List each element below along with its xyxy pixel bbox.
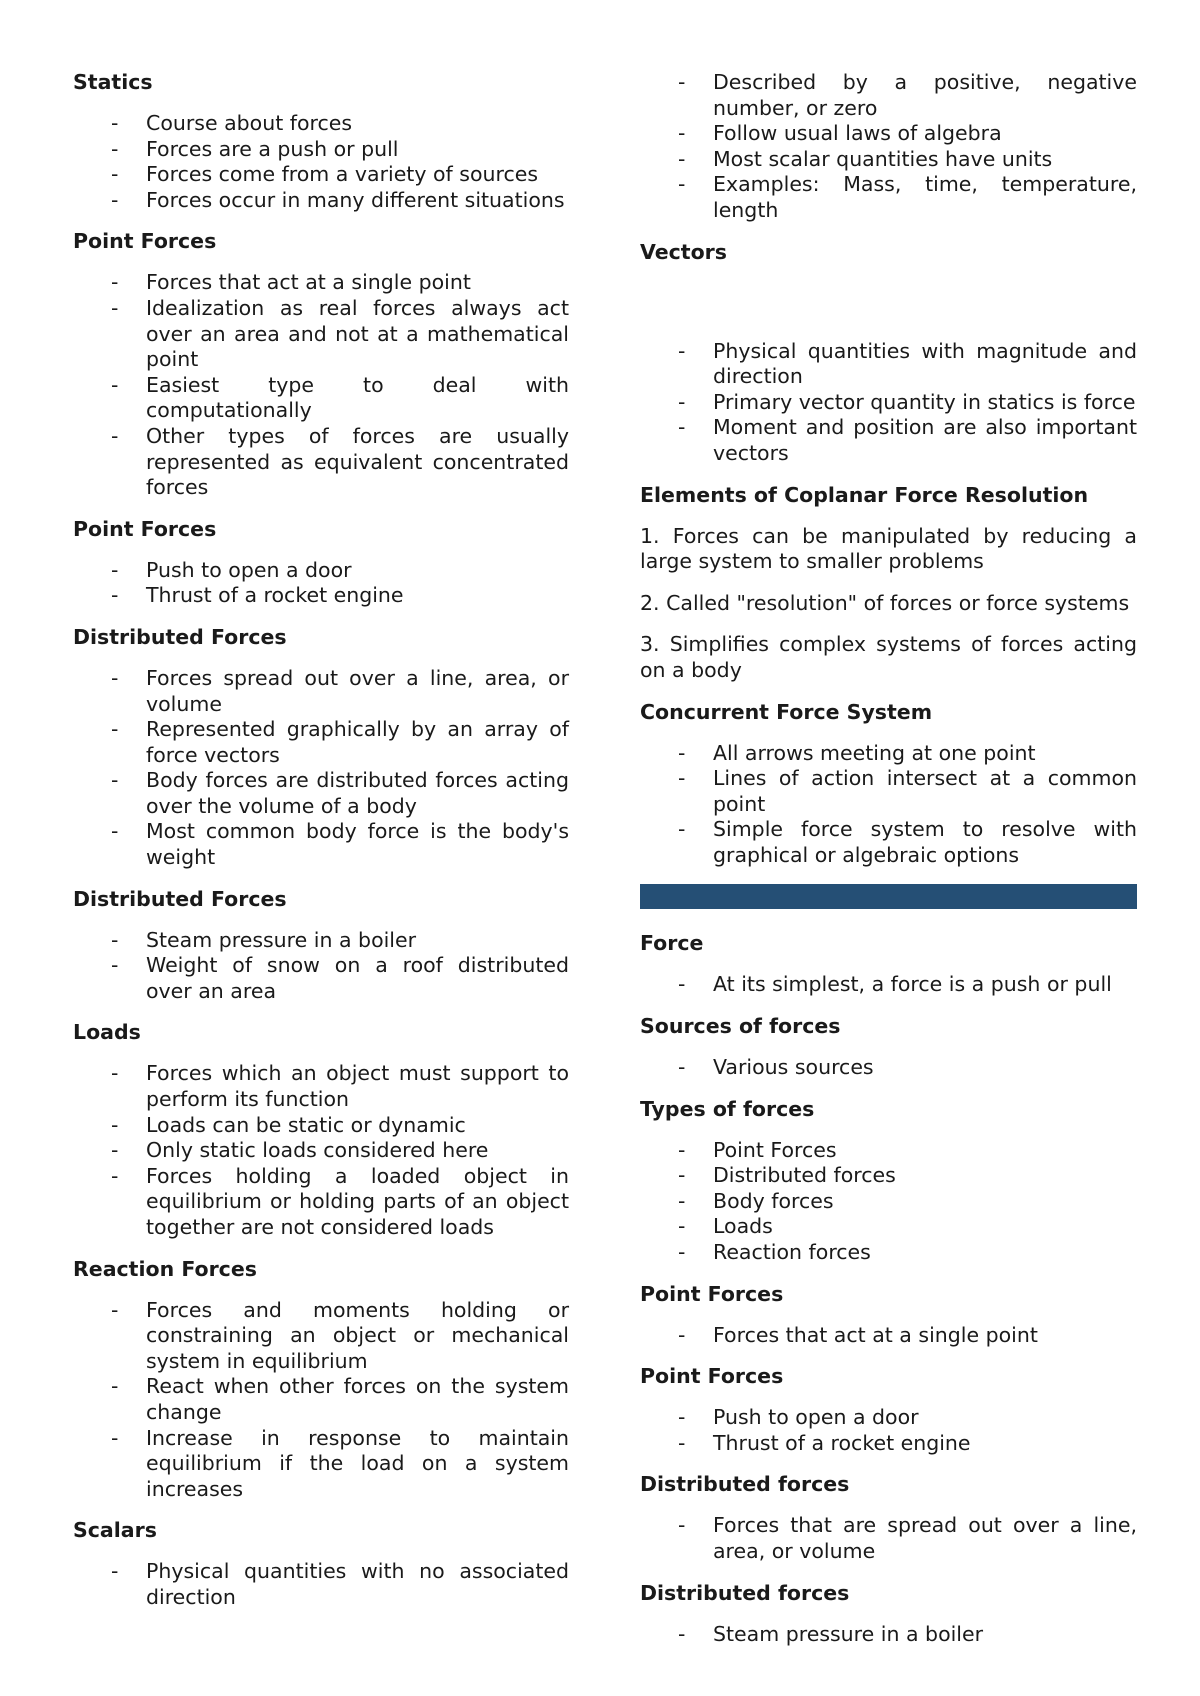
list-item: - Forces spread out over a line, area, or volume xyxy=(73,666,569,717)
section-heading: Sources of forces xyxy=(640,1014,841,1039)
list-item: - Point Forces xyxy=(640,1138,1137,1164)
bullet-list xyxy=(73,1559,569,1610)
section-distributed-forces-examples xyxy=(73,887,569,1005)
list-item: - Forces occur in many different situations xyxy=(73,188,569,214)
section-loads xyxy=(73,1020,569,1240)
numbered-point: 1. Forces can be manipulated by reducing a large system to smaller problems xyxy=(640,523,1137,574)
section-vectors xyxy=(640,240,1137,467)
section-distributed-forces-examples-right xyxy=(640,1581,1137,1648)
left-column xyxy=(73,70,569,1627)
list-item: - Forces that act at a single point xyxy=(73,270,569,296)
section-concurrent-force-system xyxy=(640,700,1137,869)
section-statics xyxy=(73,70,569,213)
section-point-forces xyxy=(73,229,569,500)
list-item: - Primary vector quantity in statics is force xyxy=(640,390,1137,416)
list-item: - Loads can be static or dynamic xyxy=(73,1113,569,1139)
section-heading: Elements of Coplanar Force Resolution xyxy=(640,482,1089,507)
list-item: - Loads xyxy=(640,1214,1137,1240)
bullet-list xyxy=(73,666,569,871)
section-heading: Reaction Forces xyxy=(73,1256,257,1281)
list-item: - Forces holding a loaded object in equilibrium or holding parts of an object together are not considered loads xyxy=(73,1164,569,1241)
section-scalars xyxy=(73,1518,569,1610)
list-item: - Forces are a push or pull xyxy=(73,137,569,163)
list-item: - Distributed forces xyxy=(640,1163,1137,1189)
right-column xyxy=(640,70,1137,1663)
list-item: - Body forces are distributed forces acting over the volume of a body xyxy=(73,768,569,819)
list-item: - Increase in response to maintain equilibrium if the load on a system increases xyxy=(73,1426,569,1503)
section-heading: Point Forces xyxy=(640,1281,784,1306)
bullet-list xyxy=(640,972,1137,998)
list-item: - Various sources xyxy=(640,1055,1137,1081)
list-item: - Represented graphically by an array of force vectors xyxy=(73,717,569,768)
numbered-point: 2. Called "resolution" of forces or force systems xyxy=(640,590,1130,615)
section-heading: Point Forces xyxy=(73,229,217,254)
list-item: - Most scalar quantities have units xyxy=(640,147,1137,173)
section-heading: Statics xyxy=(73,70,153,94)
section-distributed-forces xyxy=(73,625,569,871)
section-heading: Force xyxy=(640,931,704,956)
list-item: - Examples: Mass, time, temperature, length xyxy=(640,172,1137,223)
list-item: - Physical quantities with no associated direction xyxy=(73,1559,569,1610)
bullet-list xyxy=(640,1323,1137,1349)
list-item: - Idealization as real forces always act over an area and not at a mathematical point xyxy=(73,296,569,373)
bullet-list xyxy=(640,1055,1137,1081)
section-heading: Distributed forces xyxy=(640,1472,850,1497)
list-item: - Push to open a door xyxy=(73,558,569,584)
list-item: - Easiest type to deal with computationally xyxy=(73,373,569,424)
section-heading: Vectors xyxy=(640,239,727,264)
list-item: - Forces that act at a single point xyxy=(640,1323,1137,1349)
section-heading: Scalars xyxy=(73,1518,157,1543)
list-item: - Push to open a door xyxy=(640,1405,1137,1431)
bullet-list xyxy=(640,339,1137,467)
list-item: - Thrust of a rocket engine xyxy=(640,1431,1137,1457)
list-item: - Reaction forces xyxy=(640,1240,1137,1266)
bullet-list xyxy=(73,1298,569,1503)
bullet-list xyxy=(73,111,569,213)
section-types-of-forces xyxy=(640,1097,1137,1266)
list-item: - Forces come from a variety of sources xyxy=(73,162,569,188)
list-item: - Weight of snow on a roof distributed over an area xyxy=(73,953,569,1004)
section-reaction-forces xyxy=(73,1257,569,1503)
list-item: - Follow usual laws of algebra xyxy=(640,121,1137,147)
section-coplanar-resolution xyxy=(640,483,1137,684)
bullet-list xyxy=(640,1622,1137,1648)
section-heading: Distributed Forces xyxy=(73,624,287,649)
section-point-forces-examples-right xyxy=(640,1364,1137,1456)
bullet-list xyxy=(73,1061,569,1240)
image-gap xyxy=(640,281,1137,339)
list-item: - Described by a positive, negative number, or zero xyxy=(640,70,1137,121)
section-distributed-forces-right xyxy=(640,1472,1137,1564)
list-item: - Steam pressure in a boiler xyxy=(73,928,569,954)
list-item: - Physical quantities with magnitude and direction xyxy=(640,339,1137,390)
section-force xyxy=(640,931,1137,998)
section-divider-bar xyxy=(640,884,1137,909)
section-heading: Concurrent Force System xyxy=(640,699,933,724)
list-item: - Other types of forces are usually represented as equivalent concentrated forces xyxy=(73,424,569,501)
list-item: - Body forces xyxy=(640,1189,1137,1215)
list-item: - All arrows meeting at one point xyxy=(640,741,1137,767)
list-item: - Forces and moments holding or constraining an object or mechanical system in equilibrium xyxy=(73,1298,569,1375)
bullet-list xyxy=(640,1405,1137,1456)
list-item: - Forces that are spread out over a line, area, or volume xyxy=(640,1513,1137,1564)
list-item: - Simple force system to resolve with graphical or algebraic options xyxy=(640,817,1137,868)
bullet-list xyxy=(73,928,569,1005)
bullet-list xyxy=(73,558,569,609)
section-heading: Point Forces xyxy=(640,1364,784,1389)
list-item: - Thrust of a rocket engine xyxy=(73,583,569,609)
scalars-continued-list xyxy=(640,70,1137,224)
section-heading: Distributed Forces xyxy=(73,886,287,911)
bullet-list xyxy=(73,270,569,500)
list-item: - Forces which an object must support to perform its function xyxy=(73,1061,569,1112)
bullet-list xyxy=(640,1138,1137,1266)
section-point-forces-right xyxy=(640,1282,1137,1349)
section-heading: Loads xyxy=(73,1020,141,1045)
list-item: - Lines of action intersect at a common point xyxy=(640,766,1137,817)
bullet-list xyxy=(640,1513,1137,1564)
section-heading: Types of forces xyxy=(640,1096,815,1121)
bullet-list xyxy=(640,741,1137,869)
list-item: - Moment and position are also important vectors xyxy=(640,415,1137,466)
numbered-point: 3. Simplifies complex systems of forces acting on a body xyxy=(640,632,1137,682)
section-point-forces-examples xyxy=(73,517,569,609)
list-item: - Only static loads considered here xyxy=(73,1138,569,1164)
section-heading: Point Forces xyxy=(73,516,217,541)
section-heading: Distributed forces xyxy=(640,1580,850,1605)
list-item: - React when other forces on the system change xyxy=(73,1374,569,1425)
list-item: - At its simplest, a force is a push or pull xyxy=(640,972,1137,998)
section-sources-of-forces xyxy=(640,1014,1137,1081)
list-item: - Course about forces xyxy=(73,111,569,137)
list-item: - Steam pressure in a boiler xyxy=(640,1622,1137,1648)
list-item: - Most common body force is the body's weight xyxy=(73,819,569,870)
